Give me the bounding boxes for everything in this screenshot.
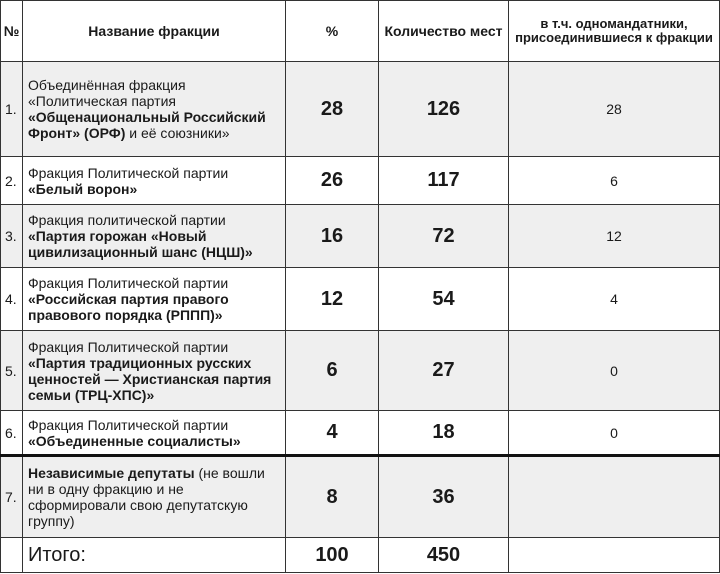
row-number: 3. bbox=[1, 205, 23, 268]
total-seats: 450 bbox=[379, 538, 509, 573]
faction-seats: 126 bbox=[379, 62, 509, 157]
header-number: № bbox=[1, 1, 23, 62]
table-row bbox=[1, 456, 720, 538]
row-number: 5. bbox=[1, 331, 23, 411]
faction-percent: 16 bbox=[286, 205, 379, 268]
faction-percent: 8 bbox=[286, 456, 379, 538]
faction-single-mandate: 28 bbox=[509, 62, 720, 157]
faction-seats: 36 bbox=[379, 456, 509, 538]
faction-percent: 12 bbox=[286, 268, 379, 331]
row-number: 1. bbox=[1, 62, 23, 157]
faction-name-bold: «Партия горожан «Новый цивилизационный шанс (НЦШ)» bbox=[28, 228, 253, 260]
row-number: 4. bbox=[1, 268, 23, 331]
table-row bbox=[1, 62, 720, 157]
faction-single-mandate: 0 bbox=[509, 411, 720, 456]
faction-name bbox=[23, 62, 286, 157]
faction-percent: 26 bbox=[286, 157, 379, 205]
faction-name-bold: «Партия традиционных русских ценностей — Христианская партия семьи (ТРЦ-ХПС)» bbox=[28, 354, 272, 403]
faction-name bbox=[23, 268, 286, 331]
total-number-cell bbox=[1, 538, 23, 573]
faction-seats: 54 bbox=[379, 268, 509, 331]
total-single-mandate-cell bbox=[509, 538, 720, 573]
table-row bbox=[1, 331, 720, 411]
faction-name-prefix: Фракция Политической партии bbox=[28, 338, 229, 355]
faction-name-prefix: Фракция Политической партии bbox=[28, 416, 229, 433]
faction-name bbox=[23, 411, 286, 456]
faction-name bbox=[23, 331, 286, 411]
faction-name-bold: «Объединенные социалисты» bbox=[28, 432, 241, 449]
table-row bbox=[1, 268, 720, 331]
header-faction-name: Название фракции bbox=[23, 1, 286, 62]
faction-percent: 6 bbox=[286, 331, 379, 411]
row-number: 7. bbox=[1, 456, 23, 538]
faction-single-mandate: 0 bbox=[509, 331, 720, 411]
faction-name-prefix: Фракция Политической партии bbox=[28, 164, 229, 181]
row-number: 2. bbox=[1, 157, 23, 205]
faction-single-mandate: 4 bbox=[509, 268, 720, 331]
header-percent: % bbox=[286, 1, 379, 62]
faction-seats: 27 bbox=[379, 331, 509, 411]
faction-name-prefix: Фракция Политической партии bbox=[28, 275, 229, 291]
table-row bbox=[1, 157, 720, 205]
faction-name-bold: «Белый ворон» bbox=[28, 180, 138, 197]
faction-single-mandate: 12 bbox=[509, 205, 720, 268]
total-row bbox=[1, 538, 720, 573]
faction-single-mandate: 6 bbox=[509, 157, 720, 205]
faction-seats: 72 bbox=[379, 205, 509, 268]
faction-name-bold: «Общенациональный Российский Фронт» (ОРФ) bbox=[28, 109, 266, 141]
faction-name-bold: «Российская партия правого правового порядка (РППП)» bbox=[28, 291, 229, 323]
table-row bbox=[1, 411, 720, 456]
faction-percent: 4 bbox=[286, 411, 379, 456]
faction-percent: 28 bbox=[286, 62, 379, 157]
table-row bbox=[1, 205, 720, 268]
total-label: Итого: bbox=[23, 538, 286, 573]
table-header-row bbox=[1, 1, 720, 62]
faction-seats: 117 bbox=[379, 157, 509, 205]
header-single-mandate: в т.ч. одномандатники, присоединившиеся к фракции bbox=[509, 1, 720, 62]
faction-name-bold: Независимые депутаты bbox=[28, 465, 195, 481]
faction-name-prefix: Объединённая фракция «Политическая партия bbox=[28, 77, 186, 109]
row-number: 6. bbox=[1, 411, 23, 456]
faction-name-suffix: и её союзники» bbox=[125, 125, 230, 141]
header-seats: Количество мест bbox=[379, 1, 509, 62]
faction-single-mandate bbox=[509, 456, 720, 538]
faction-name bbox=[23, 157, 286, 205]
faction-seats: 18 bbox=[379, 411, 509, 456]
total-percent: 100 bbox=[286, 538, 379, 573]
faction-name bbox=[23, 205, 286, 268]
faction-name bbox=[23, 456, 286, 538]
faction-name-suffix: (не вошли ни в одну фракцию и не сформировали свою депутатскую группу) bbox=[28, 465, 265, 529]
faction-name-prefix: Фракция политической партии bbox=[28, 212, 226, 228]
